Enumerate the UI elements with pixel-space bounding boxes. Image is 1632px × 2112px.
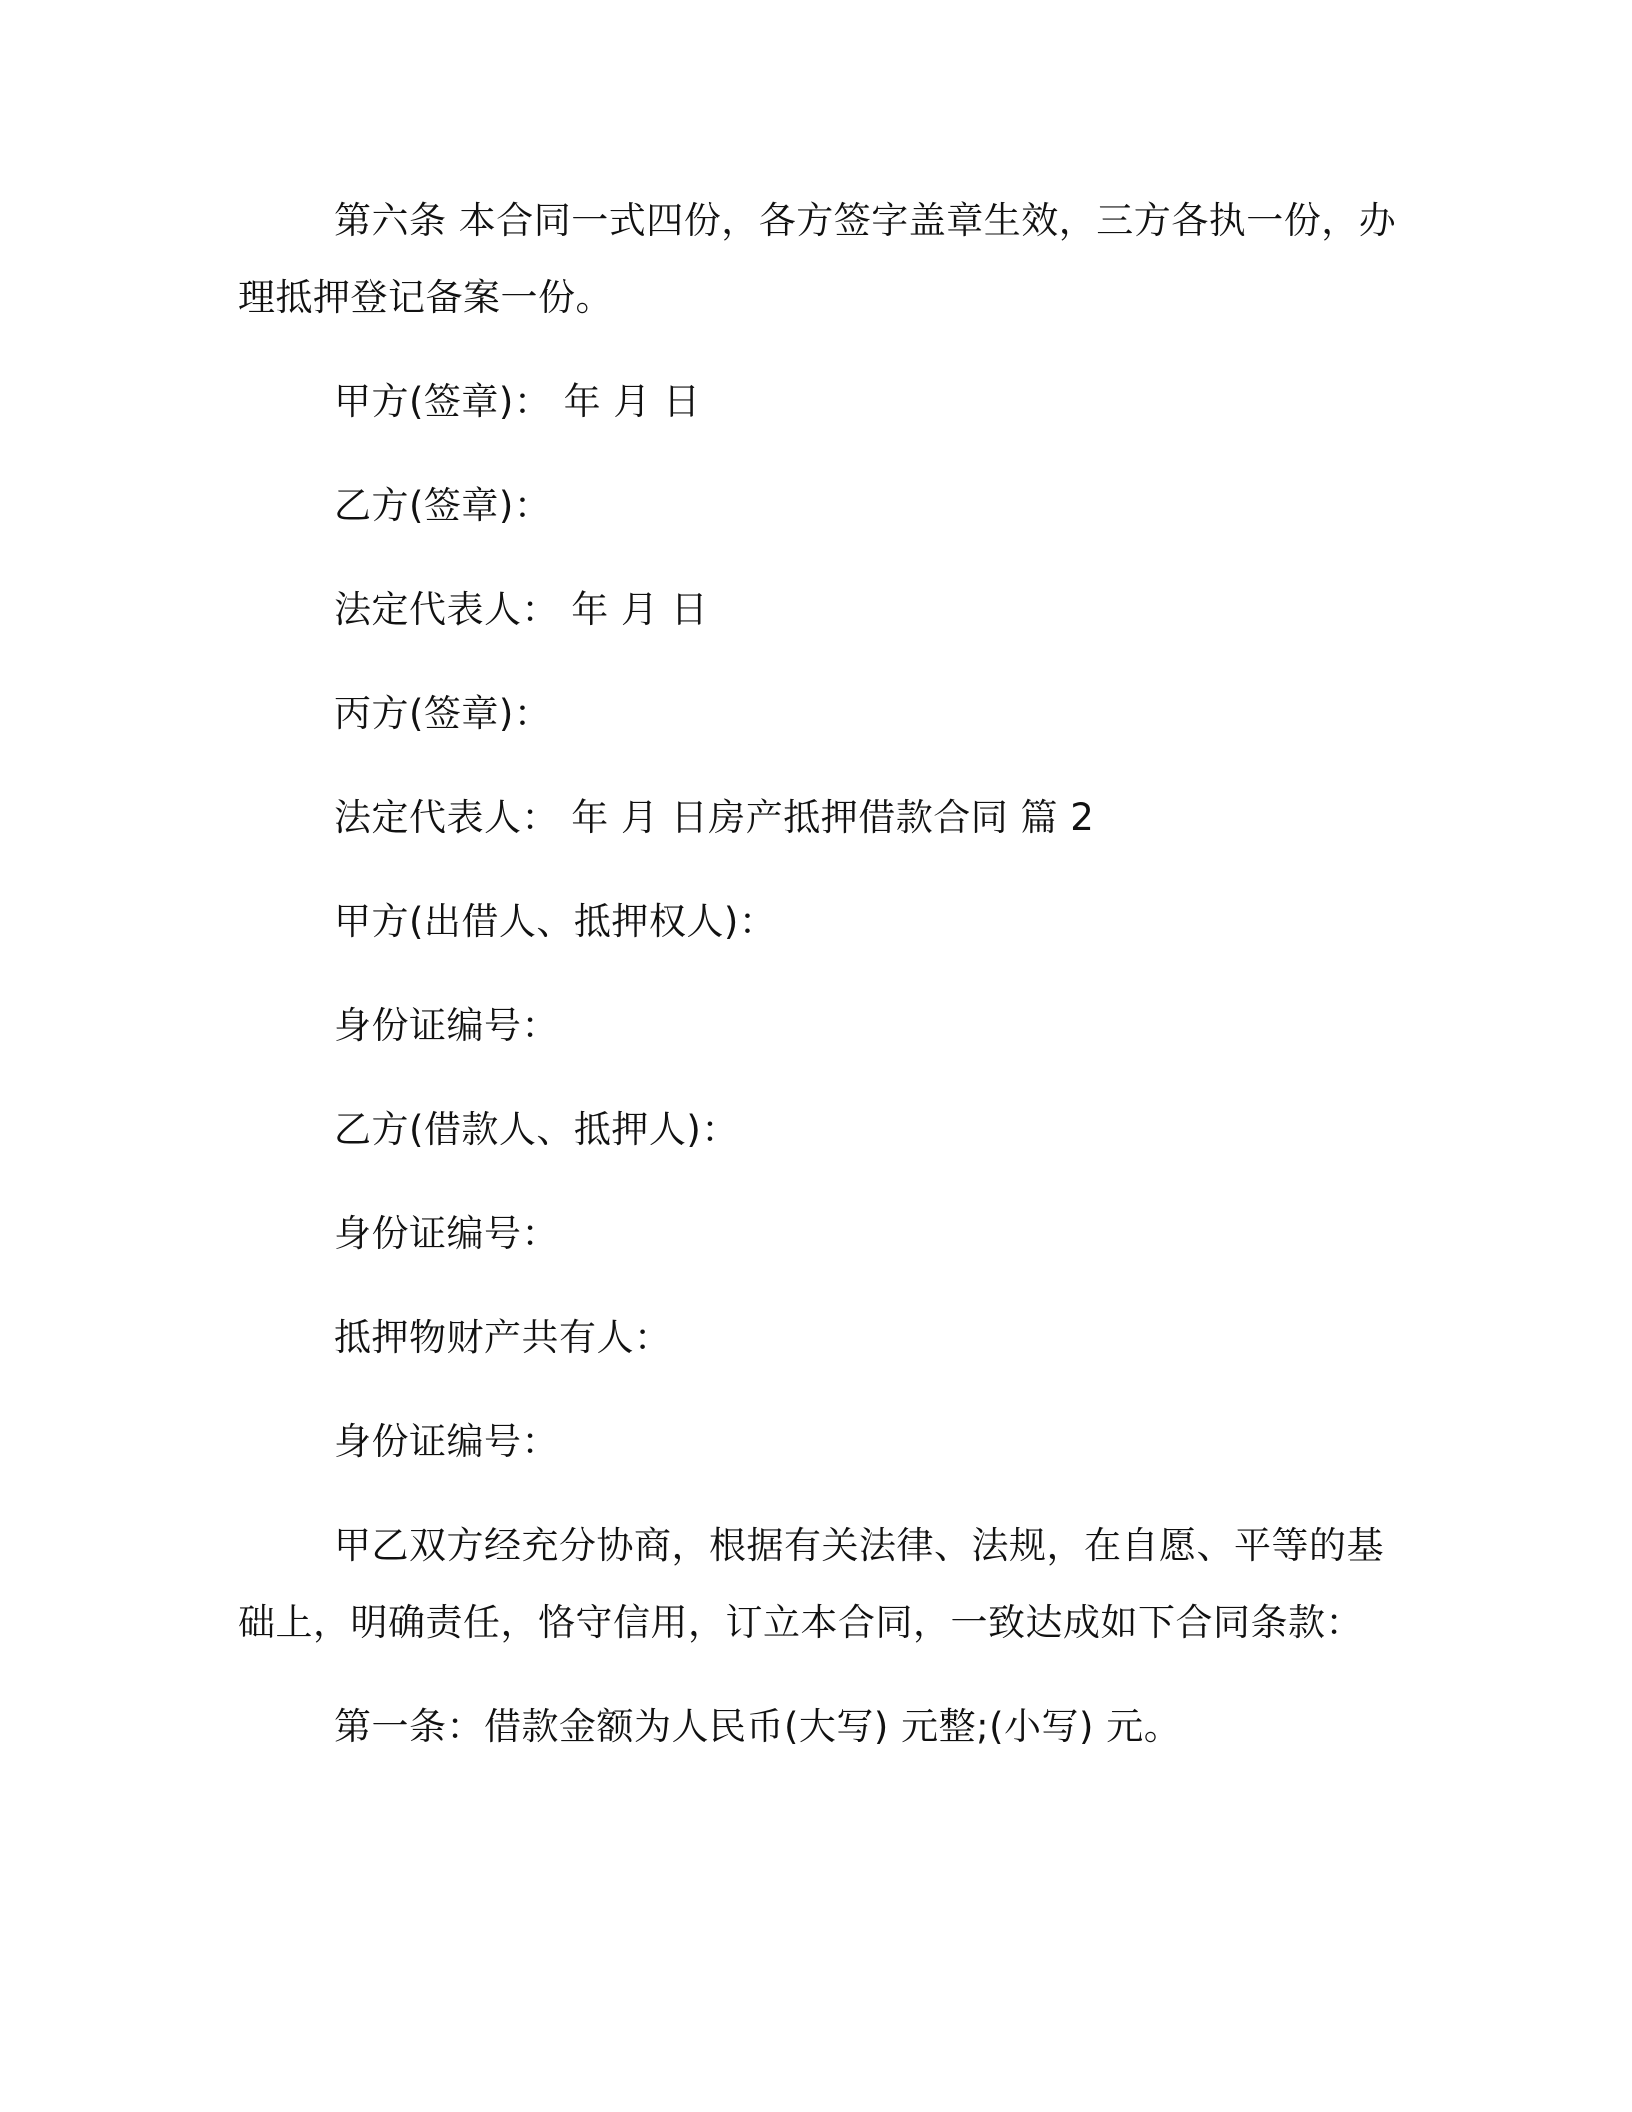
paragraph-line: 抵押物财产共有人： [334,1316,672,1359]
lender-line [238,883,1388,960]
paragraph-line: 法定代表人： 年 月 日房产抵押借款合同 篇 2 [334,796,1095,839]
paragraph-line: 乙方(签章)： [334,484,552,527]
paragraph-line: 身份证编号： [334,1420,559,1463]
co-owner-line [238,1299,1388,1376]
paragraph-line: 第六条 本合同一式四份，各方签字盖章生效，三方各执一份，办 [334,199,1397,242]
co-owner-id-line [238,1403,1388,1480]
article-one-line [238,1688,1388,1765]
legal-representative-line-2 [238,779,1388,856]
paragraph-line: 法定代表人： 年 月 日 [334,588,709,631]
paragraph-line: 乙方(借款人、抵押人)： [334,1108,739,1151]
paragraph-line: 甲方(签章)： 年 月 日 [334,380,701,423]
legal-representative-line [238,571,1388,648]
agreement-paragraph [238,1507,1388,1661]
paragraph-line: 丙方(签章)： [334,692,552,735]
paragraph-line: 理抵押登记备案一份。 [238,276,613,319]
paragraph-line: 身份证编号： [334,1212,559,1255]
party-b-signature-line [238,467,1388,544]
party-a-signature-line [238,363,1388,440]
borrower-id-line [238,1195,1388,1272]
document-body [238,182,1397,1765]
lender-id-line [238,987,1388,1064]
party-c-signature-line [238,675,1388,752]
paragraph-line: 甲方(出借人、抵押权人)： [334,900,777,943]
paragraph-line: 第一条：借款金额为人民币(大写) 元整;(小写) 元。 [334,1705,1182,1748]
article-six-paragraph [238,182,1397,336]
paragraph-line: 础上，明确责任，恪守信用，订立本合同，一致达成如下合同条款： [238,1601,1363,1644]
paragraph-line: 甲乙双方经充分协商，根据有关法律、法规，在自愿、平等的基 [334,1524,1384,1567]
paragraph-line: 身份证编号： [334,1004,559,1047]
borrower-line [238,1091,1388,1168]
